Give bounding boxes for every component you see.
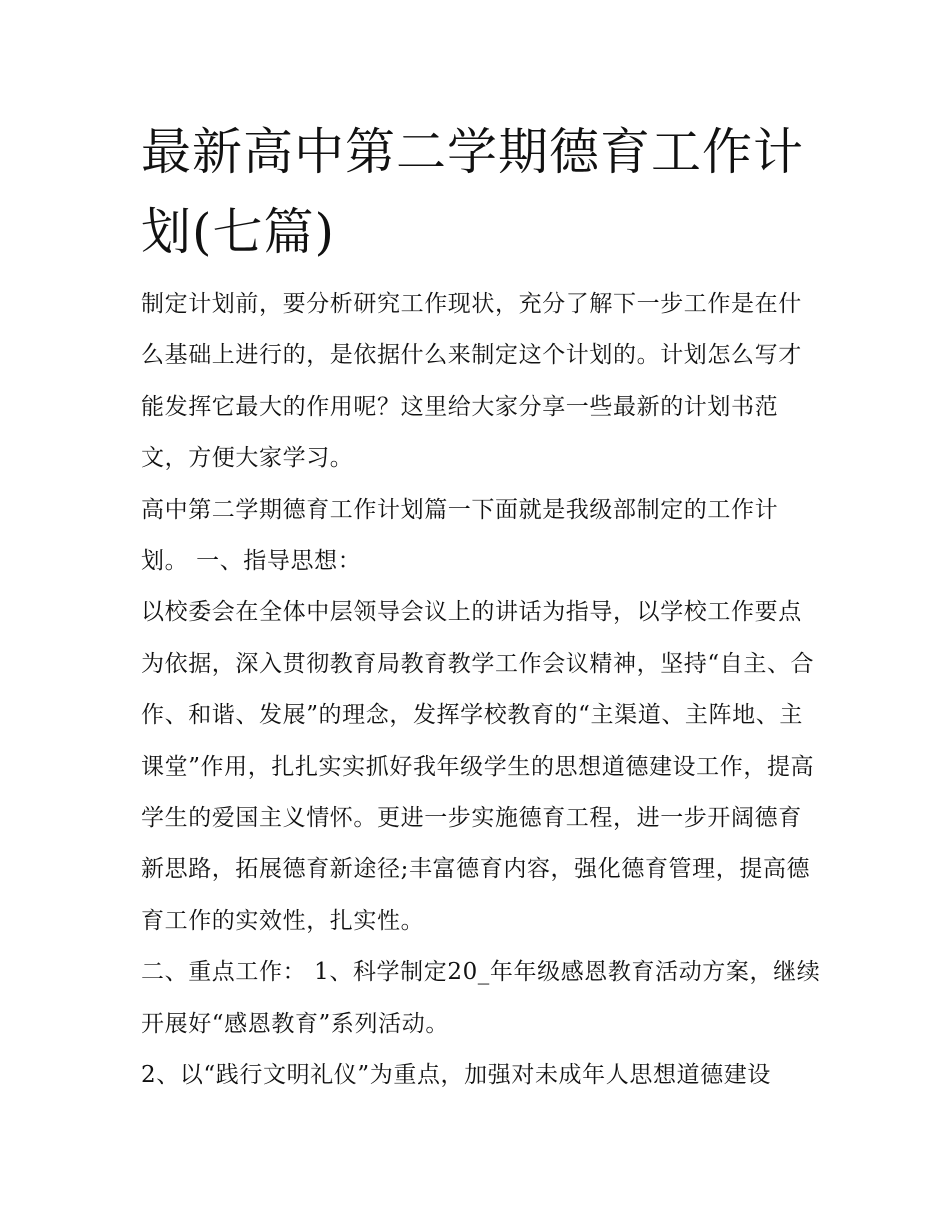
paragraph-key-work-2: 2、以“践行文明礼仪”为重点，加强对未成年人思想道德建设: [141, 1062, 771, 1089]
paragraph-intro: 制定计划前，要分析研究工作现状，充分了解下一步工作是在什么基础上进行的，是依据什么来制定这个计划的。计划怎么写才能发挥它最大的作用呢？这里给大家分享一些最新的计划书范文，方便大家学习。: [141, 291, 802, 472]
paragraph-section-one-heading: 高中第二学期德育工作计划篇一下面就是我级部制定的工作计划。 一、指导思想：: [141, 496, 779, 575]
paragraph-guiding-ideology: 以校委会在全体中层领导会议上的讲话为指导，以学校工作要点为依据，深入贯彻教育局教育教学工作会议精神，坚持“自主、合作、和谐、发展”的理念，发挥学校教育的“主渠道、主阵地、主课堂”作用，扎扎实实抓好我年级学生的思想道德建设工作，提高学生的爱国主义情怀。更进一步实施德育工程，进一步开阔德育新思路，拓展德育新途径;丰富德育内容，强化德育管理，提高德育工作的实效性，扎实性。: [141, 599, 815, 934]
document-body: [141, 279, 821, 1102]
document-title: 最新高中第二学期德育工作计划(七篇): [141, 123, 804, 261]
paragraph-key-work-1: 二、重点工作： 1、科学制定20_年年级感恩教育活动方案，继续开展好“感恩教育”系列活动。: [141, 959, 821, 1037]
